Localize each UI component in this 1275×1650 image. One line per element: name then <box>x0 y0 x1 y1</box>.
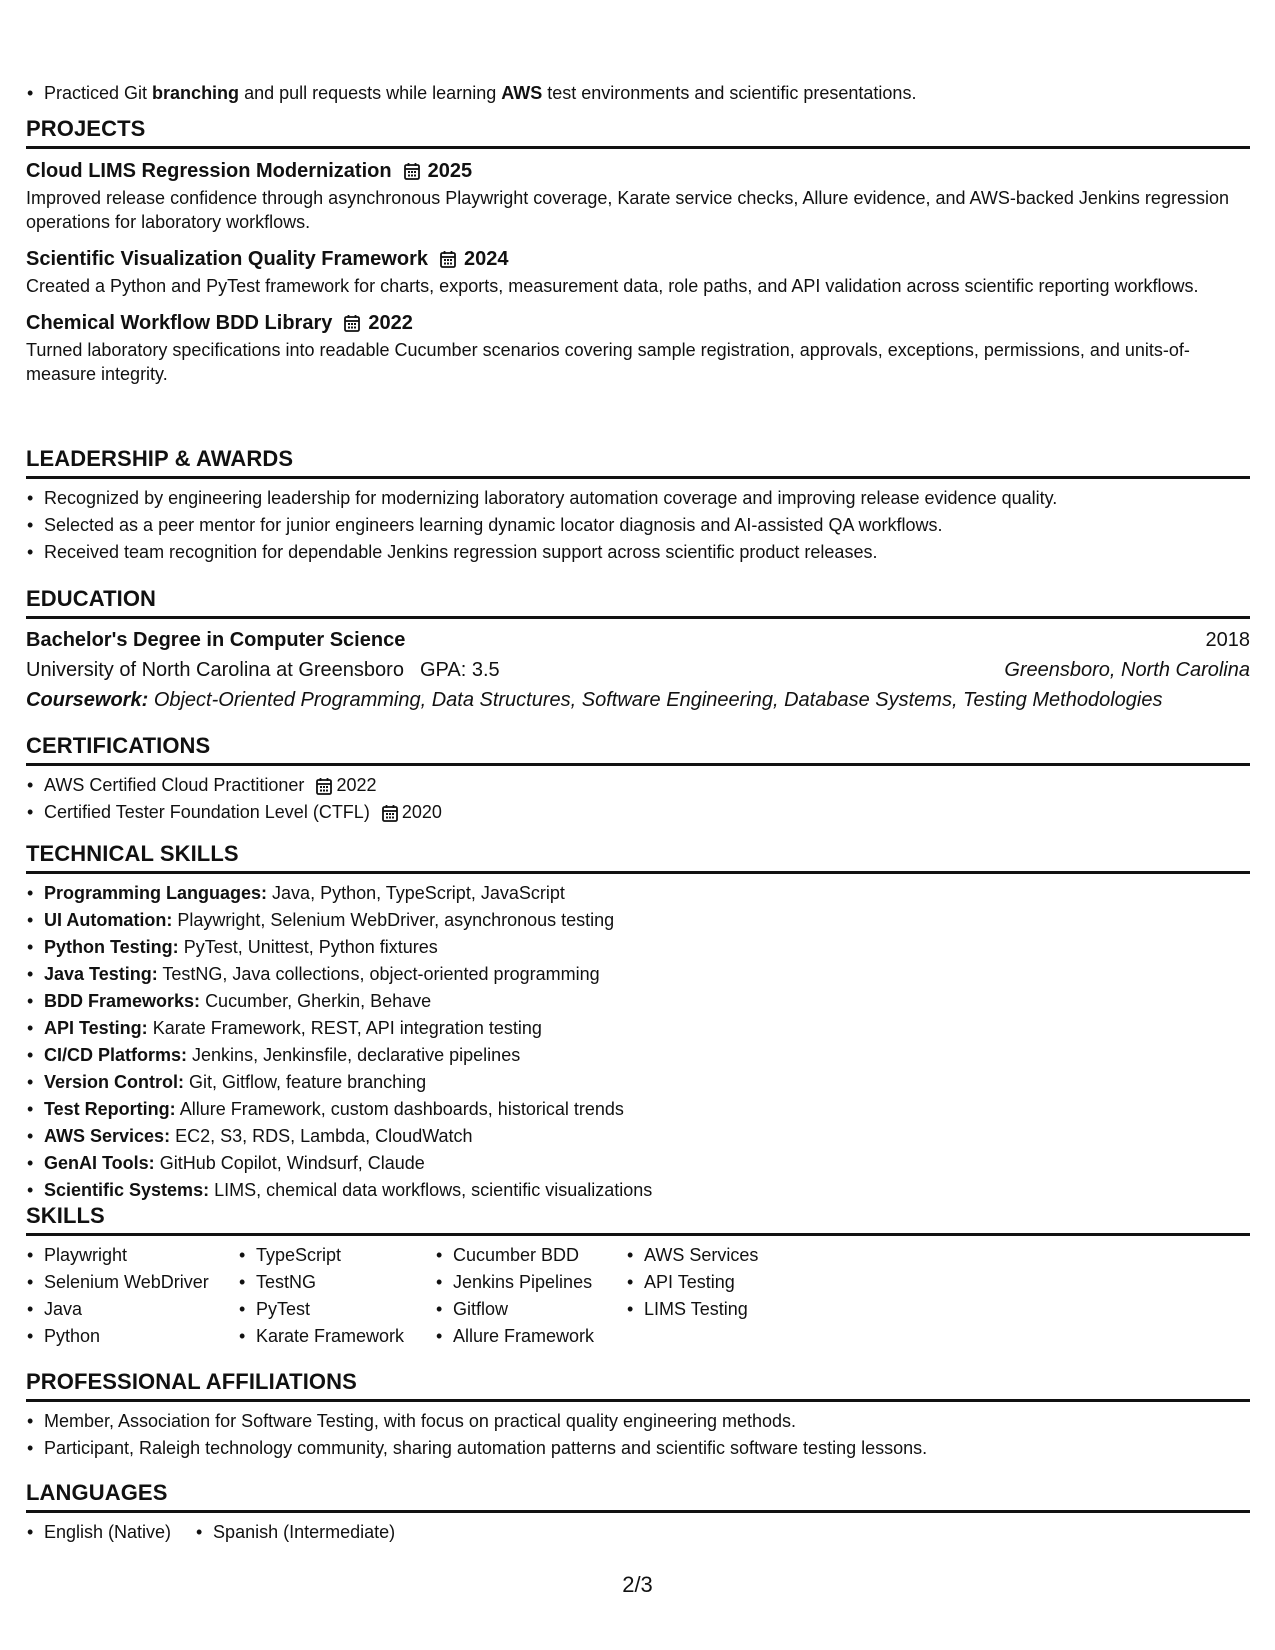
project-title-row <box>26 158 1250 184</box>
education-section <box>26 586 1250 714</box>
experience-continuation-list <box>26 81 916 105</box>
list-item: • AWS Services <box>626 1242 826 1269</box>
languages-list <box>26 1519 1250 1546</box>
skill-category: UI Automation: <box>44 910 173 930</box>
list-item <box>26 961 1250 988</box>
calendar-icon <box>316 777 332 795</box>
bullet-bold-text: branching <box>152 83 240 103</box>
list-item <box>26 772 1250 799</box>
skill-category: CI/CD Platforms: <box>44 1045 188 1065</box>
languages-section <box>26 1480 1250 1546</box>
section-heading: SKILLS <box>26 1203 1250 1236</box>
skill-category: Python Testing: <box>44 937 179 957</box>
list-item <box>26 1015 1250 1042</box>
skill-category: BDD Frameworks: <box>44 991 201 1011</box>
list-item: • Java <box>26 1296 238 1323</box>
list-item: • Received team recognition for dependable Jenkins regression support across scientific product releases. <box>26 539 1250 566</box>
list-item: • Member, Association for Software Testing, with focus on practical quality engineering methods. <box>26 1408 1250 1435</box>
school-name: University of North Carolina at Greensboro <box>26 659 404 681</box>
skill-values: TestNG, Java collections, object-oriented programming <box>162 964 600 984</box>
list-item: • Playwright <box>26 1242 238 1269</box>
list-item <box>26 934 1250 961</box>
list-item: • API Testing <box>626 1269 826 1296</box>
list-item: • LIMS Testing <box>626 1296 826 1323</box>
page-number: 2/3 <box>622 1572 653 1597</box>
skill-category: Scientific Systems: <box>44 1180 210 1200</box>
project-year: 2025 <box>427 160 473 182</box>
list-item <box>26 1042 1250 1069</box>
list-item: • Gitflow <box>435 1296 626 1323</box>
skill-values: Karate Framework, REST, API integration testing <box>152 1018 542 1038</box>
coursework-row <box>26 686 1250 714</box>
project-description: Improved release confidence through asynchronous Playwright coverage, Karate service checks, Allure evidence, and AWS-backed Jenkins regression operations for laboratory workflows. <box>26 188 1229 232</box>
degree-row <box>26 626 1250 654</box>
graduation-year: 2018 <box>1205 629 1250 651</box>
project-item <box>26 310 1250 386</box>
calendar-icon <box>382 804 398 822</box>
list-item <box>26 1096 1250 1123</box>
section-heading: PROJECTS <box>26 116 1250 149</box>
leadership-list <box>26 485 1250 566</box>
list-item: • Recognized by engineering leadership for modernizing laboratory automation coverage and improving release evidence quality. <box>26 485 1250 512</box>
section-heading: LANGUAGES <box>26 1480 1250 1513</box>
skill-values: PyTest, Unittest, Python fixtures <box>183 937 438 957</box>
skill-category: Version Control: <box>44 1072 185 1092</box>
certification-year: 2022 <box>336 775 377 795</box>
list-item <box>26 81 916 105</box>
certification-name: • AWS Certified Cloud Practitioner <box>44 775 305 795</box>
skill-category: Test Reporting: <box>44 1099 176 1119</box>
section-heading: TECHNICAL SKILLS <box>26 841 1250 874</box>
skill-category: AWS Services: <box>44 1126 171 1146</box>
certifications-section <box>26 733 1250 826</box>
coursework-list: Object-Oriented Programming, Data Structures, Software Engineering, Database Systems, Testing Methodologies <box>153 689 1163 711</box>
list-item <box>26 1123 1250 1150</box>
list-item <box>26 880 1250 907</box>
skill-values: Playwright, Selenium WebDriver, asynchronous testing <box>177 910 615 930</box>
calendar-icon <box>440 250 456 268</box>
section-heading: CERTIFICATIONS <box>26 733 1250 766</box>
list-item <box>26 907 1250 934</box>
bullet-text: Practiced Git <box>44 83 153 103</box>
section-heading: EDUCATION <box>26 586 1250 619</box>
section-heading: LEADERSHIP & AWARDS <box>26 446 1250 479</box>
skill-category: API Testing: <box>44 1018 148 1038</box>
project-title: Chemical Workflow BDD Library <box>26 312 333 334</box>
skill-values: EC2, S3, RDS, Lambda, CloudWatch <box>175 1126 473 1146</box>
project-item <box>26 246 1250 298</box>
list-item: • Jenkins Pipelines <box>435 1269 626 1296</box>
list-item <box>26 799 1250 826</box>
gpa: GPA: 3.5 <box>419 659 500 681</box>
certification-year: 2020 <box>401 802 442 822</box>
project-year: 2024 <box>463 248 509 270</box>
technical-skills-section <box>26 841 1250 1204</box>
affiliations-section <box>26 1369 1250 1462</box>
list-item <box>26 1069 1250 1096</box>
list-item: • Karate Framework <box>238 1323 435 1350</box>
certifications-list <box>26 772 1250 826</box>
list-item: • Selected as a peer mentor for junior engineers learning dynamic locator diagnosis and AI-assisted QA workflows. <box>26 512 1250 539</box>
list-item: • Spanish (Intermediate) <box>195 1519 395 1546</box>
degree-title: Bachelor's Degree in Computer Science <box>26 629 406 651</box>
skill-values: Java, Python, TypeScript, JavaScript <box>272 883 565 903</box>
skill-category: GenAI Tools: <box>44 1153 155 1173</box>
project-title: Scientific Visualization Quality Framework <box>26 248 428 270</box>
list-item: • PyTest <box>238 1296 435 1323</box>
skills-column <box>238 1242 435 1350</box>
list-item: • Selenium WebDriver <box>26 1269 238 1296</box>
certification-name: • Certified Tester Foundation Level (CTFL) <box>44 802 370 822</box>
skill-values: GitHub Copilot, Windsurf, Claude <box>159 1153 425 1173</box>
project-title: Cloud LIMS Regression Modernization <box>26 160 392 182</box>
project-title-row <box>26 310 1250 336</box>
school-location: Greensboro, North Carolina <box>1004 659 1250 681</box>
project-description: Created a Python and PyTest framework for charts, exports, measurement data, role paths, and API validation across scientific reporting workflows. <box>26 276 1199 296</box>
list-item: • Python <box>26 1323 238 1350</box>
calendar-icon <box>404 162 420 180</box>
skills-section <box>26 1203 1250 1350</box>
projects-section <box>26 116 1250 386</box>
skill-values: LIMS, chemical data workflows, scientific visualizations <box>214 1180 653 1200</box>
list-item: • Cucumber BDD <box>435 1242 626 1269</box>
skill-values: Jenkins, Jenkinsfile, declarative pipelines <box>192 1045 521 1065</box>
project-item <box>26 158 1250 234</box>
skill-category: Java Testing: <box>44 964 158 984</box>
school-row <box>26 656 1250 684</box>
technical-skills-list <box>26 880 1250 1204</box>
project-description: Turned laboratory specifications into readable Cucumber scenarios covering sample registration, approvals, exceptions, permissions, and units-of-measure integrity. <box>26 340 1190 384</box>
calendar-icon <box>344 314 360 332</box>
affiliations-list <box>26 1408 1250 1462</box>
skills-column <box>435 1242 626 1350</box>
list-item <box>26 1177 1250 1204</box>
skill-values: Git, Gitflow, feature branching <box>189 1072 427 1092</box>
list-item: • Allure Framework <box>435 1323 626 1350</box>
list-item: • Participant, Raleigh technology community, sharing automation patterns and scientific software testing lessons. <box>26 1435 1250 1462</box>
skill-values: Cucumber, Gherkin, Behave <box>205 991 432 1011</box>
skills-columns <box>26 1242 1250 1350</box>
leadership-section <box>26 446 1250 566</box>
bullet-text: test environments and scientific presentations. <box>542 83 917 103</box>
project-title-row <box>26 246 1250 272</box>
list-item: • TypeScript <box>238 1242 435 1269</box>
coursework-label: Coursework: <box>26 689 149 711</box>
list-item <box>26 988 1250 1015</box>
school-info <box>26 656 500 684</box>
bullet-text: and pull requests while learning <box>239 83 502 103</box>
list-item: • TestNG <box>238 1269 435 1296</box>
skills-column <box>626 1242 826 1350</box>
skills-column <box>26 1242 238 1350</box>
skill-values: Allure Framework, custom dashboards, historical trends <box>179 1099 624 1119</box>
skill-category: Programming Languages: <box>44 883 268 903</box>
list-item <box>26 1150 1250 1177</box>
project-year: 2022 <box>368 312 413 334</box>
list-item: • English (Native) <box>26 1519 171 1546</box>
section-heading: PROFESSIONAL AFFILIATIONS <box>26 1369 1250 1402</box>
bullet-bold-text: AWS <box>501 83 543 103</box>
